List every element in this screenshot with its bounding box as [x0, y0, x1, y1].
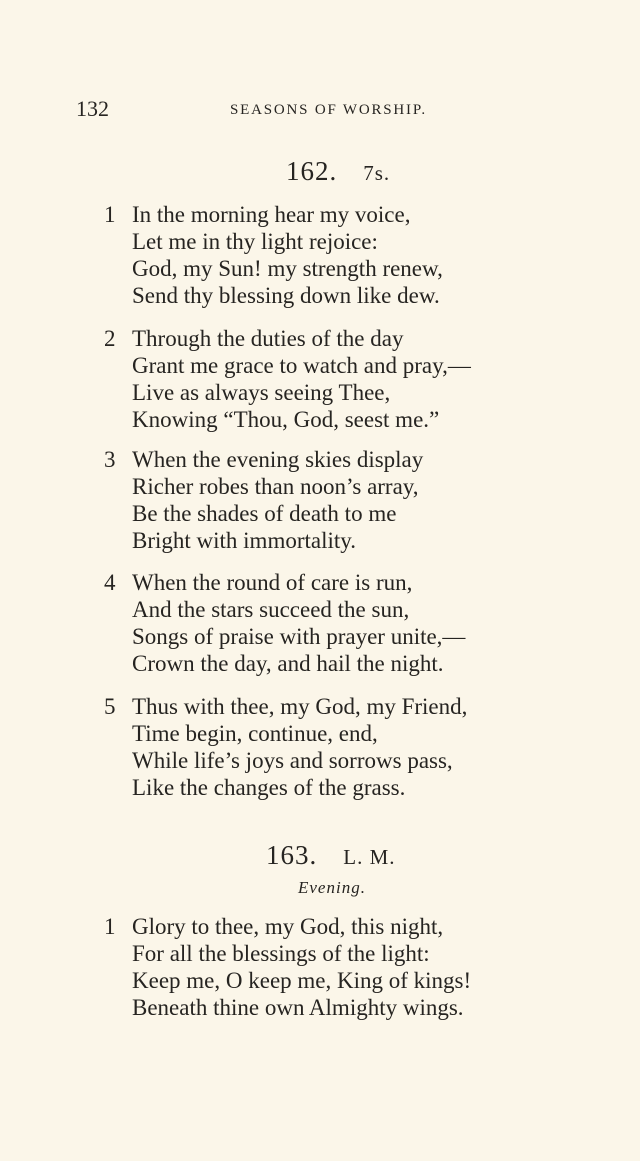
verse-line: And the stars succeed the sun,	[132, 597, 410, 622]
verse-line: Grant me grace to watch and pray,—	[132, 353, 471, 378]
verse-line: Like the changes of the grass.	[132, 775, 406, 800]
verse-line: Live as always seeing Thee,	[132, 380, 391, 405]
verse-line: Bright with immortality.	[132, 528, 357, 553]
stanza-number: 5	[104, 694, 116, 719]
verse-line: Be the shades of death to me	[132, 501, 397, 526]
verse-line: Keep me, O keep me, King of kings!	[132, 968, 472, 993]
stanza-162-2	[104, 325, 471, 433]
verse-line: God, my Sun! my strength renew,	[132, 256, 443, 281]
stanza-number: 2	[104, 326, 116, 351]
verse-line: Crown the day, and hail the night.	[132, 651, 444, 676]
hymn-number: 162.	[286, 156, 338, 186]
hymn-meter: L. M.	[343, 845, 396, 869]
hymn-number: 163.	[266, 840, 318, 870]
verse-line: Beneath thine own Almighty wings.	[132, 995, 464, 1020]
stanza-162-4	[104, 569, 465, 677]
verse-line: Send thy blessing down like dew.	[132, 283, 440, 308]
stanza-number: 1	[104, 914, 116, 939]
verse-line: Time begin, continue, end,	[132, 721, 378, 746]
hymn-162-heading	[286, 156, 390, 187]
verse-line: When the evening skies display	[132, 447, 424, 472]
hymn-subtitle: Evening.	[298, 878, 366, 897]
verse-line: Through the duties of the day	[132, 326, 404, 351]
stanza-162-5	[104, 693, 467, 801]
verse-line: Knowing “Thou, God, seest me.”	[132, 407, 440, 432]
verse-line: Songs of praise with prayer unite,—	[132, 624, 466, 649]
verse-line: In the morning hear my voice,	[132, 202, 411, 227]
verse-line: Richer robes than noon’s array,	[132, 474, 419, 499]
running-title: SEASONS OF WORSHIP.	[230, 102, 427, 118]
hymn-163-heading	[266, 840, 396, 871]
stanza-number: 3	[104, 447, 116, 472]
stanza-162-3	[104, 446, 423, 554]
verse-line: Let me in thy light rejoice:	[132, 229, 378, 254]
verse-line: Thus with thee, my God, my Friend,	[132, 694, 468, 719]
hymn-meter: 7s.	[363, 161, 391, 185]
stanza-162-1	[104, 201, 443, 309]
verse-line: Glory to thee, my God, this night,	[132, 914, 444, 939]
stanza-number: 4	[104, 570, 116, 595]
verse-line: While life’s joys and sorrows pass,	[132, 748, 453, 773]
page-number: 132	[76, 96, 109, 121]
stanza-number: 1	[104, 202, 116, 227]
verse-line: When the round of care is run,	[132, 570, 413, 595]
verse-line: For all the blessings of the light:	[132, 941, 430, 966]
stanza-163-1	[104, 913, 471, 1021]
